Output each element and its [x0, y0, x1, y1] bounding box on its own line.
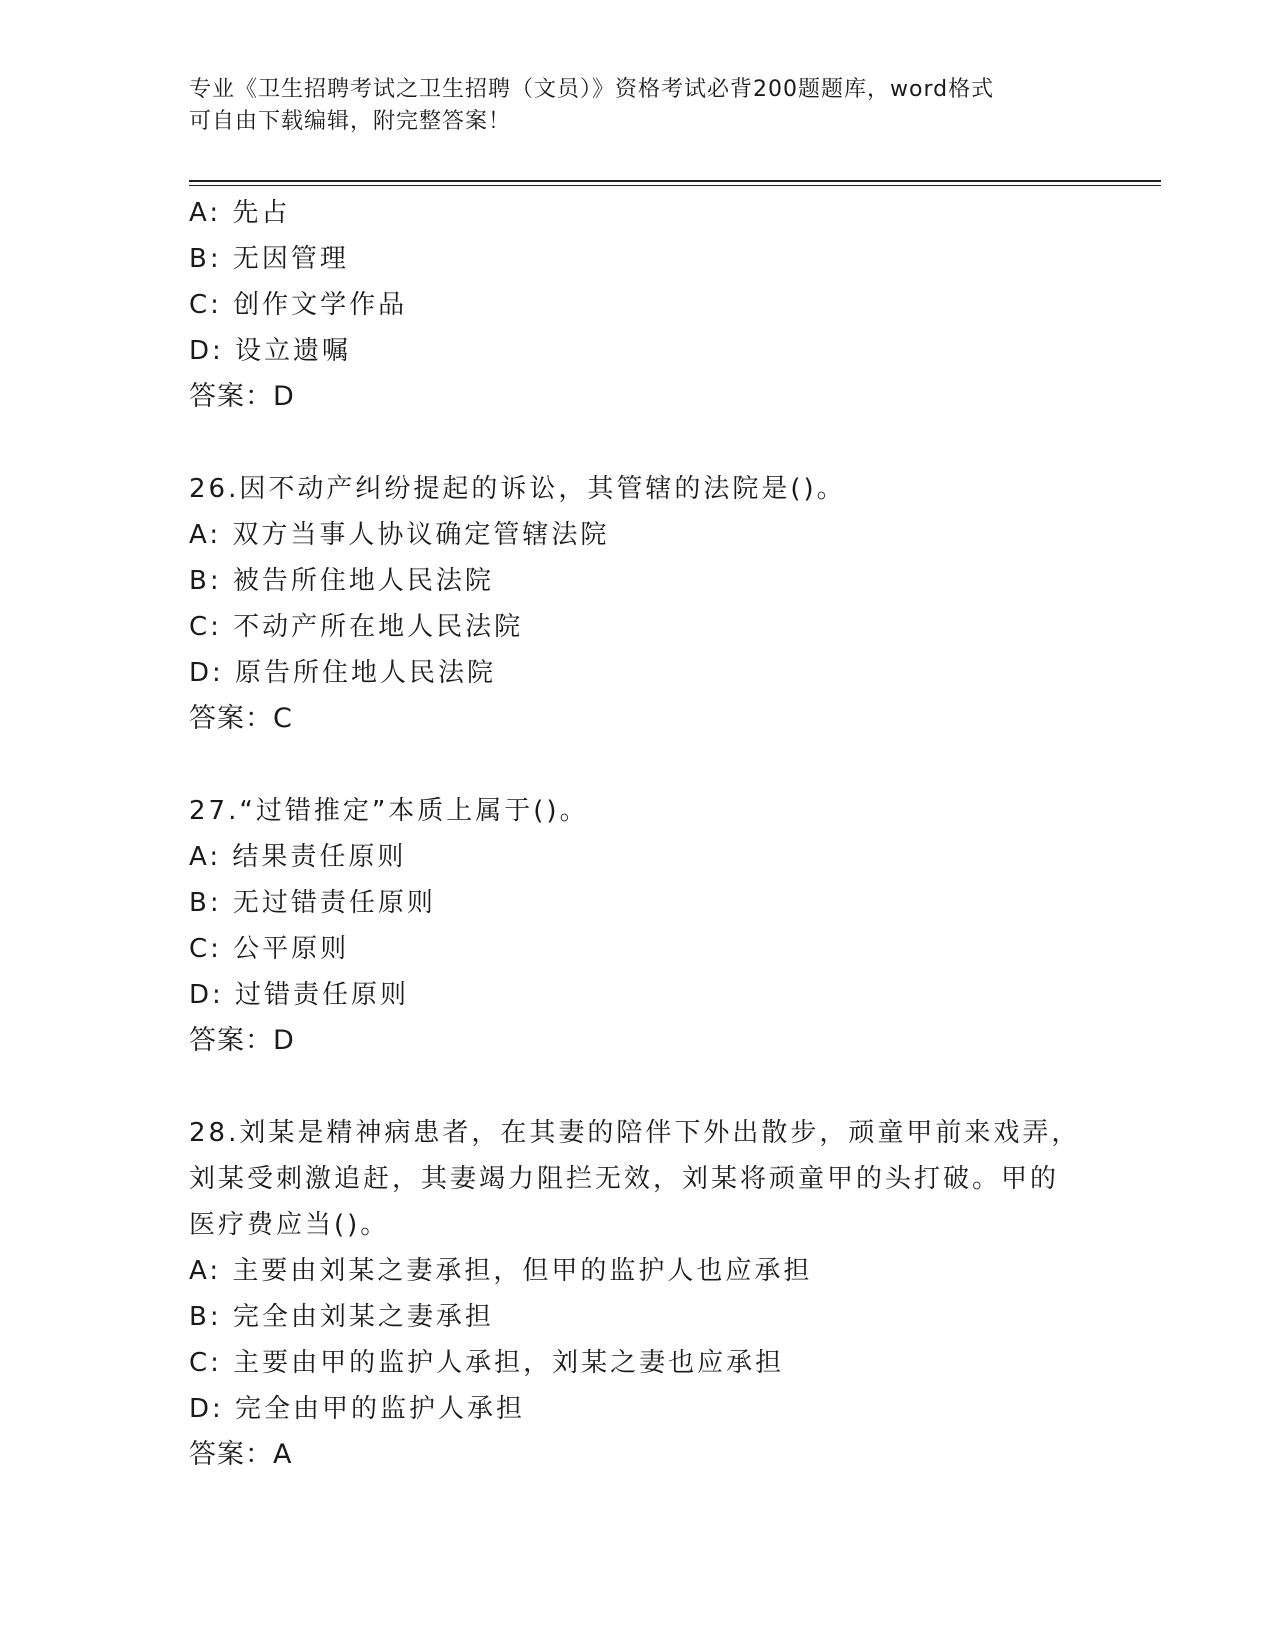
- answer-line: 答案：C: [189, 703, 293, 734]
- answer-line: 答案：A: [189, 1439, 293, 1470]
- question-stem-line-2: 刘某受刺激追赶，其妻竭力阻拦无效，刘某将顽童甲的头打破。甲的: [189, 1164, 1060, 1194]
- option-b: B: 无过错责任原则: [189, 888, 436, 918]
- question-block-27: [189, 788, 1089, 1064]
- option-a: A: 先占: [189, 198, 291, 228]
- option-b: B: 完全由刘某之妻承担: [189, 1302, 494, 1332]
- option-d: D: 原告所住地人民法院: [189, 658, 497, 688]
- option-c: C: 创作文学作品: [189, 290, 408, 320]
- question-stem: 26.因不动产纠纷提起的诉讼，其管辖的法院是()。: [189, 474, 846, 504]
- option-a: A: 主要由刘某之妻承担，但甲的监护人也应承担: [189, 1256, 813, 1286]
- spacer: [189, 742, 1089, 788]
- header-title-line-2: 可自由下载编辑，附完整答案！: [189, 109, 512, 134]
- option-c: C: 主要由甲的监护人承担，刘某之妻也应承担: [189, 1348, 785, 1378]
- option-b: B: 无因管理: [189, 244, 349, 274]
- option-d: D: 完全由甲的监护人承担: [189, 1394, 526, 1424]
- option-c: C: 不动产所在地人民法院: [189, 612, 524, 642]
- question-block-26: [189, 466, 1089, 742]
- answer-line: 答案：D: [189, 381, 295, 412]
- option-b: B: 被告所住地人民法院: [189, 566, 494, 596]
- spacer: [189, 420, 1089, 466]
- answer-line: 答案：D: [189, 1025, 295, 1056]
- question-stem: 27.“过错推定”本质上属于()。: [189, 796, 589, 826]
- header-title-line-1: 专业《卫生招聘考试之卫生招聘（文员）》资格考试必背200题题库，word格式: [189, 77, 995, 102]
- question-stem-line-1: 28.刘某是精神病患者，在其妻的陪伴下外出散步，顽童甲前来戏弄，: [189, 1118, 1081, 1148]
- question-block-25: [189, 190, 1089, 420]
- header-divider: [189, 180, 1161, 186]
- question-block-28: [189, 1110, 1089, 1478]
- option-c: C: 公平原则: [189, 934, 350, 964]
- option-a: A: 结果责任原则: [189, 842, 407, 872]
- question-stem-line-3: 医疗费应当()。: [189, 1210, 390, 1240]
- question-list: [189, 190, 1089, 1478]
- option-d: D: 过错责任原则: [189, 980, 410, 1010]
- option-d: D: 设立遗嘱: [189, 336, 352, 366]
- spacer: [189, 1064, 1089, 1110]
- option-a: A: 双方当事人协议确定管辖法院: [189, 520, 610, 550]
- page-header: [189, 74, 1089, 138]
